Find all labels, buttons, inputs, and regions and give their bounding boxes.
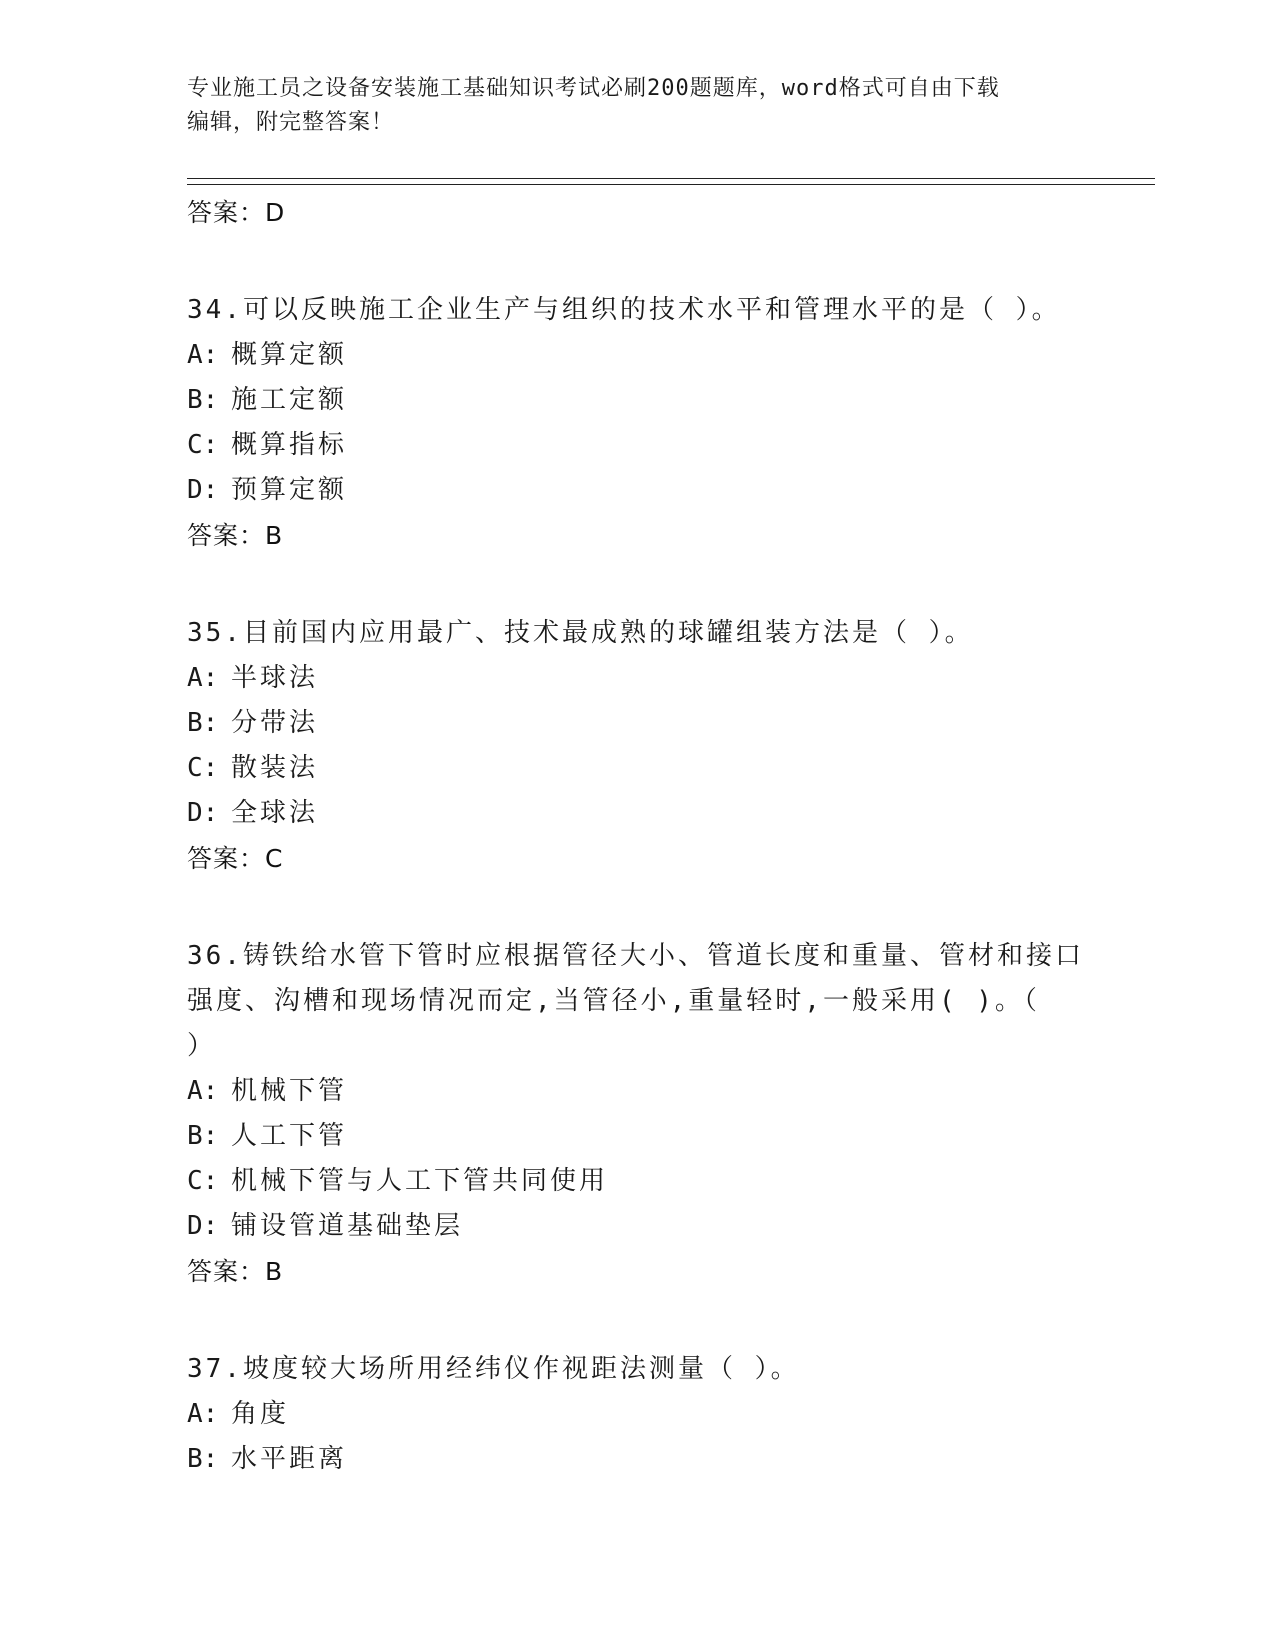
option-text: 机械下管 [231,1076,348,1106]
option-letter: B: [187,385,219,415]
question-block-37 [187,1347,1117,1482]
option-a [187,1069,1117,1114]
option-d [187,468,1117,513]
answer-line: 答案：B [187,521,284,550]
header-line-1: 专业施工员之设备安装施工基础知识考试必刷200题题库，word格式可自由下载 [187,76,1000,101]
option-a [187,656,1117,701]
option-text: 角度 [231,1399,290,1429]
option-text: 机械下管与人工下管共同使用 [231,1166,609,1196]
option-b [187,1114,1117,1159]
option-text: 人工下管 [231,1121,348,1151]
option-b [187,701,1117,746]
option-letter: D: [187,798,219,828]
option-letter: C: [187,753,219,783]
question-text-line-2: 强度、沟槽和现场情况而定,当管径小,重量轻时,一般采用( )。（ [187,986,1040,1016]
option-text: 散装法 [231,753,319,783]
option-letter: D: [187,475,219,505]
header-divider-bottom [187,184,1155,185]
option-letter: A: [187,663,219,693]
question-text-line-3: ） [187,1031,217,1061]
question-text: 34.可以反映施工企业生产与组织的技术水平和管理水平的是（ ）。 [187,295,1061,325]
question-list [187,190,1117,1482]
option-letter: A: [187,1076,219,1106]
option-text: 水平距离 [231,1444,348,1474]
option-c [187,423,1117,468]
option-letter: B: [187,1121,219,1151]
option-text: 预算定额 [231,475,348,505]
option-text: 施工定额 [231,385,348,415]
option-letter: A: [187,340,219,370]
option-text: 全球法 [231,798,319,828]
answer-line: 答案：C [187,844,284,873]
option-text: 概算定额 [231,340,348,370]
option-text: 铺设管道基础垫层 [231,1211,464,1241]
option-text: 分带法 [231,708,319,738]
option-b [187,378,1117,423]
option-d [187,1204,1117,1249]
option-letter: D: [187,1211,219,1241]
spacer [187,1295,1117,1347]
question-text: 35.目前国内应用最广、技术最成熟的球罐组装方法是（ ）。 [187,618,974,648]
header-divider-top [187,178,1155,179]
option-text: 概算指标 [231,430,348,460]
option-a [187,1392,1117,1437]
option-letter: B: [187,708,219,738]
question-block-34 [187,288,1117,559]
spacer [187,236,1117,288]
option-letter: C: [187,430,219,460]
option-text: 半球法 [231,663,319,693]
answer-line: 答案：D [187,198,286,227]
option-c [187,746,1117,791]
question-block-35 [187,611,1117,882]
spacer [187,559,1117,611]
spacer [187,882,1117,934]
option-letter: C: [187,1166,219,1196]
option-b [187,1437,1117,1482]
answer-line: 答案：B [187,1257,284,1286]
header-line-2: 编辑，附完整答案！ [187,110,395,135]
option-letter: A: [187,1399,219,1429]
option-letter: B: [187,1444,219,1474]
option-d [187,791,1117,836]
option-a [187,333,1117,378]
question-text-line-1: 36.铸铁给水管下管时应根据管径大小、管道长度和重量、管材和接口 [187,941,1084,971]
question-text: 37.坡度较大场所用经纬仪作视距法测量（ ）。 [187,1354,800,1384]
question-block-36 [187,934,1117,1295]
document-header [187,72,1067,140]
option-c [187,1159,1117,1204]
